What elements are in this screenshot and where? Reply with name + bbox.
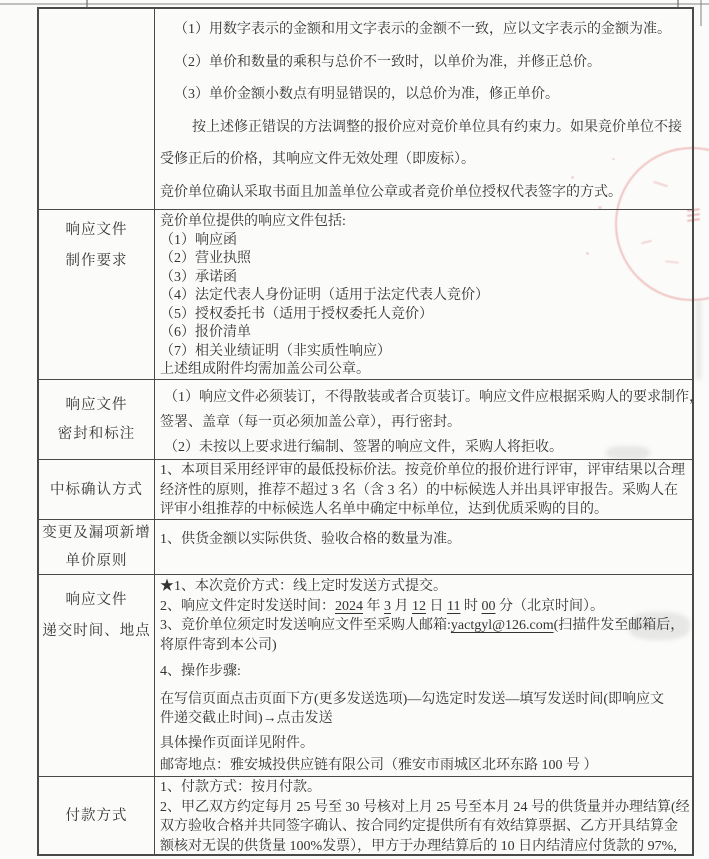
text-line [160,690,690,710]
text-line [160,597,690,617]
text-segment: 在写信页面点击页面下方(更多发送选项)—勾选定时发送—填写发送时间(即响应文 [160,691,664,707]
text-line [160,778,690,798]
text-segment: （1）响应函 [160,232,237,248]
text-line [160,410,703,435]
text-segment: （3）承诺函 [160,269,237,285]
text-line [160,385,703,410]
text-segment: 受修正后的价格，其响应文件无效处理（即废标）。 [160,152,475,167]
text-line [160,79,690,112]
row-label-cell [39,575,155,776]
text-line [160,144,690,177]
row-label-cell [39,380,155,459]
underlined-text: 12 [412,598,426,614]
table-row-response-document-sealing-marking [39,380,703,460]
table-row-change-and-omission-unit-price-principle [39,520,692,575]
text-segment: 邮寄地点：雅安城投供应链有限公司（雅安市雨城区北环东路 100 号 ） [160,758,598,773]
scan-edge-line [0,3,709,5]
text-line [160,14,690,47]
text-line [160,530,690,550]
text-line [160,250,690,269]
text-line [160,361,690,380]
table-row-bid-price-correction-rules [39,9,692,210]
text-line [160,232,690,251]
text-line [160,213,690,232]
text-line [160,461,690,481]
text-segment: （1）用数字表示的金额和用文字表示的金额不一致，应以文字表示的金额为准。 [174,22,671,37]
text-segment: 3、竞价单位须定时发送响应文件至采购人邮箱: [160,618,451,633]
text-segment: 评审小组推荐的中标候选人名单中确定中标单位，达到优质采购的目的。 [160,502,608,517]
text-line [160,177,690,210]
text-segment: （1）响应文件必须装订，不得散装或者合页装订。响应文件应根据采购人的要求制作， [164,390,703,405]
row-label-text: 变更及漏项新增 [42,525,151,541]
row-label-text: 中标确认方式 [50,481,143,498]
row-label-text: 付款方式 [65,807,128,824]
text-segment: 2、响应文件定时发送时间： [160,598,335,614]
text-segment: （2）单价和数量的乘积与总价不一致时，以单价为准，并修正总价。 [174,54,601,70]
text-segment: 按上述修正错误的方法调整的报价应对竞价单位具有约束力。如果竞价单位不接 [192,119,682,135]
text-segment: 日 [426,598,447,614]
text-line [160,636,690,656]
row-label-cell [39,210,155,379]
text-segment: 1、供货金额以实际供货、验收合格的数量为准。 [160,532,461,547]
text-segment: 1、付款方式：按月付款。 [160,780,321,795]
row-content-cell [155,380,705,459]
text-segment: 年 [363,598,384,614]
underlined-text: 00 [481,598,496,614]
text-segment: （6）报价清单 [160,325,251,340]
text-line [160,616,690,636]
text-segment: （4）法定代表人身份证明（适用于法定代表人竞价） [160,288,489,303]
row-content-cell [155,210,692,379]
row-label-text: 制作要求 [65,253,128,269]
row-label-text: 单价原则 [65,553,128,569]
text-segment: 4、操作步骤: [160,664,241,679]
text-line [160,47,690,80]
text-line [160,817,690,837]
text-segment: 额核对无误的供货量 100%发票），甲方于办理结算后的 10 日内结清应付货款的 97%, [160,838,677,854]
table-row-payment-method [39,777,692,854]
text-segment: 竞价单位提供的响应文件包括: [160,214,346,229]
row-content-cell [155,460,692,519]
row-label-cell [39,460,155,519]
text-segment: ★1、本次竞价方式：线上定时发送方式提交。 [160,579,447,594]
text-line [160,577,690,597]
row-content-cell [155,520,692,574]
text-line [160,287,690,306]
text-segment: 2、甲乙双方约定每月 25 号至 30 号核对上月 25 号至本月 24 号的供货量并办理结算(经 [160,799,690,815]
text-line [160,837,690,857]
text-segment: 将原件寄到本公司) [160,637,277,653]
text-segment: 1、本项目采用经评审的最低投标价法。按竞价单位的报价进行评审，评审结果以合理 [160,463,685,478]
text-line [160,435,703,460]
row-content-cell [155,777,692,854]
row-label-cell [39,9,155,209]
text-line [160,756,690,776]
row-label-text: 密封和标注 [57,426,136,442]
text-segment: （2）营业执照 [160,251,251,266]
text-segment: 月 [391,598,412,614]
text-segment: 上述组成附件均需加盖公司公章。 [160,362,370,377]
text-segment: 经济性的原则，推荐不超过 3 名（含 3 名）的中标候选人并出具评审报告。采购人在 [160,482,678,498]
table-row-award-confirmation-method [39,460,692,520]
table-row-response-document-preparation [39,210,692,380]
text-segment: （5）授权委托书（适用于授权委托人竞价） [160,306,433,322]
row-label-text: 响应文件 [65,592,128,608]
text-segment: 双方验收合格并共同签字确认、按合同约定提供所有有效结算票据、乙方开具结算金 [160,819,678,834]
underlined-text: 11 [447,598,461,614]
underlined-text: 2024 [335,598,363,614]
text-line [160,112,690,145]
table-row-response-document-submission-time-place [39,575,692,777]
text-segment: （2）未按以上要求进行编制、签署的响应文件，采购人将拒收。 [164,440,563,455]
text-segment: （7）相关业绩证明（非实质性响应） [160,343,391,359]
text-segment: 件递交截止时间)→点击发送 [160,711,333,726]
gray-edge-streak [696,300,701,380]
row-label-text: 递交时间、地点 [42,623,151,639]
text-line [160,798,690,818]
text-line [160,269,690,288]
text-line [160,709,690,729]
bidding-terms-table [37,7,703,856]
row-label-text: 响应文件 [65,397,128,413]
text-line [160,500,690,520]
text-segment: 竞价单位确认采取书面且加盖单位公章或者竞价单位授权代表签字的方式。 [160,184,622,200]
text-segment: 签署、盖章（每一页必须加盖公章），再行密封。 [160,415,461,430]
text-line [160,481,690,501]
text-line [160,662,690,682]
text-segment: （3）单价金额小数点有明显错误的，以总价为准，修正单价。 [174,87,559,102]
underlined-text: 3 [384,598,391,614]
text-line [160,734,690,754]
row-label-text: 响应文件 [65,222,128,238]
text-line [160,324,690,343]
text-line [160,343,690,362]
row-content-cell [155,9,692,209]
text-segment: 分（北京时间）。 [495,598,604,614]
text-segment: 具体操作页面详见附件。 [160,735,314,751]
row-label-cell [39,520,155,574]
text-line [160,306,690,325]
underlined-text: yactgyl@126.com [450,618,554,633]
row-label-cell [39,777,155,854]
text-segment: (扫描件发至邮箱后， [553,618,685,633]
page-corner-mark [700,0,702,26]
text-segment: 时 [460,598,482,614]
row-content-cell [155,575,692,776]
